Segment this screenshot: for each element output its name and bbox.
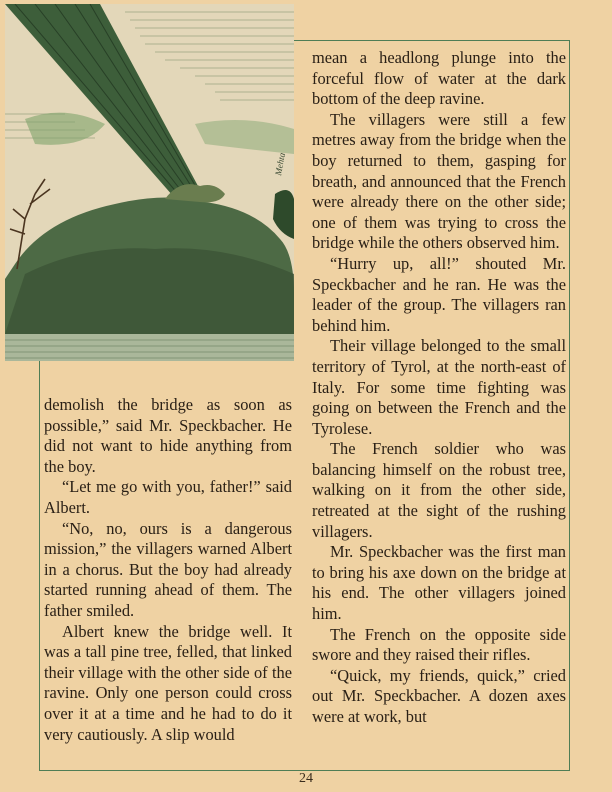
paragraph: “Hurry up, all!” shouted Mr. Speckbacher and he ran. He was the leader of the group. The villagers ran behind him. xyxy=(312,253,566,335)
right-column-rule xyxy=(569,40,570,771)
paragraph: Mr. Speckbacher was the first man to bring his axe down on the bridge at his end. The other villagers joined him. xyxy=(312,542,566,624)
left-column-rule xyxy=(39,361,40,771)
paragraph: demolish the bridge as soon as possible,” said Mr. Speckbacher. He did not want to hide anything from the boy. xyxy=(44,395,292,476)
paragraph: “No, no, ours is a dangerous mission,” the villagers warned Albert in a chorus. But the boy had already started running ahead of them. The father smiled. xyxy=(44,518,292,620)
paragraph: Albert knew the bridge well. It was a tall pine tree, felled, that linked their village with the other side of the ravine. Only one person could cross over it at a time and he had to do it very cautiously. A slip would xyxy=(44,621,292,744)
left-column xyxy=(44,395,292,745)
page-number: 24 xyxy=(299,771,313,786)
artist-signature: Mehta xyxy=(273,151,287,177)
paragraph: “Let me go with you, father!” said Albert. xyxy=(44,477,292,517)
paragraph: mean a headlong plunge into the forceful flow of water at the dark bottom of the deep ravine. xyxy=(312,48,566,109)
story-illustration xyxy=(5,4,294,361)
right-column xyxy=(312,48,566,728)
paragraph: Their village belonged to the small territory of Tyrol, at the north-east of Italy. For some time fighting was going on between the French and the Tyrolese. xyxy=(312,336,566,438)
paragraph: The French on the opposite side swore and they raised their rifles. xyxy=(312,624,566,665)
waterfall-hill-drawing xyxy=(5,4,294,361)
paragraph: “Quick, my friends, quick,” cried out Mr. Speckbacher. A dozen axes were at work, but xyxy=(312,665,566,726)
river xyxy=(5,334,294,361)
top-rule xyxy=(294,40,570,41)
paragraph: The French soldier who was balancing himself on the robust tree, walking on it from the other side, retreated at the sight of the rushing villagers. xyxy=(312,439,566,541)
paragraph: The villagers were still a few metres away from the bridge when the boy returned to them, gasping for breath, and announced that the French were already there on the other side; one of them was trying to cross the bridge while the others observed him. xyxy=(312,109,566,253)
